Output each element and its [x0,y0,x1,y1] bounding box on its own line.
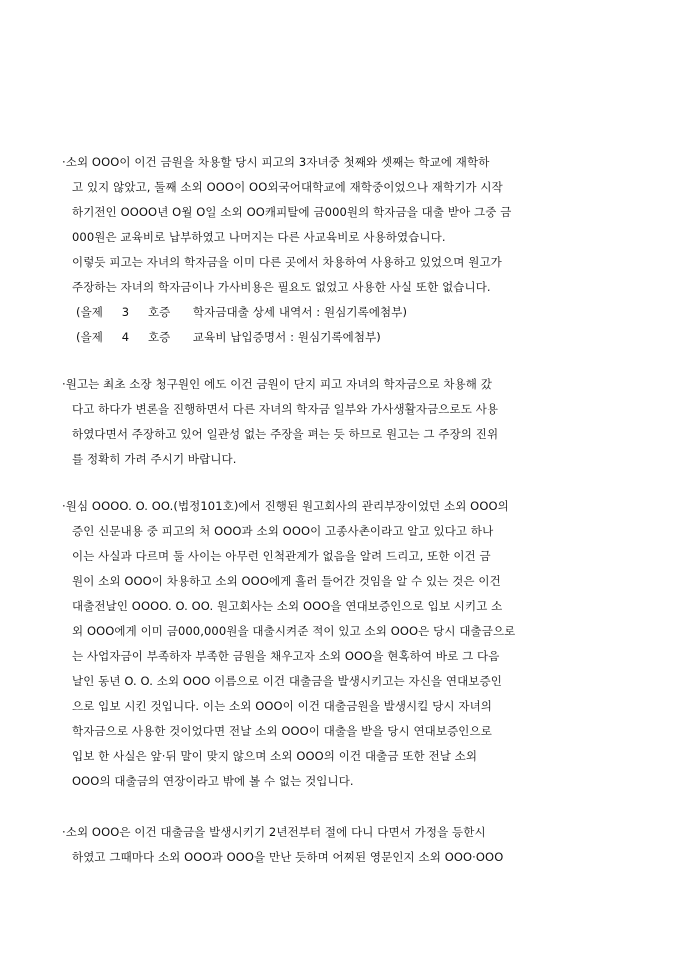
evidence-reference: (을제 4 호증 교육비 납입증명서 : 원심기록에첨부) [76,330,381,344]
paragraph-line: 대출전날인 OOOO. O. OO. 원고회사는 소외 OOO을 연대보증인으로 입보 시키고 소 [72,599,503,613]
paragraph-line: 외 OOO에게 이미 금000,000원을 대출시켜준 적이 있고 소외 OOO은 당시 대출금으로 [72,624,516,638]
paragraph-line: 입보 한 사실은 앞·뒤 말이 맞지 않으며 소외 OOO의 이건 대출금 또한 전날 소외 [72,749,478,763]
paragraph-line: 이렇듯 피고는 자녀의 학자금을 이미 다른 곳에서 차용하여 사용하고 있었으며 원고가 [72,255,502,269]
paragraph-line: 다고 하다가 변론을 진행하면서 다른 자녀의 학자금 일부와 가사생활자금으로도 사용 [72,402,499,416]
paragraph-line: 증인 신문내용 중 피고의 처 OOO과 소외 OOO이 고종사촌이라고 알고 있다고 하나 [72,524,494,538]
paragraph-line: OOO의 대출금의 연장이라고 밖에 볼 수 없는 것입니다. [72,774,354,788]
paragraph-line: ·소외 OOO이 이건 금원을 차용할 당시 피고의 3자녀중 첫째와 셋째는 학교에 재학하 [62,155,490,169]
paragraph-line: 를 정확히 가려 주시기 바랍니다. [72,452,237,466]
paragraph-line: 000원은 교육비로 납부하였고 나머지는 다른 사교육비로 사용하였습니다. [72,230,446,244]
paragraph-line: ·원고는 최초 소장 청구원인 에도 이건 금원이 단지 피고 자녀의 학자금으로 차용해 갔 [62,377,492,391]
paragraph-line: 날인 동년 O. O. 소외 OOO 이름으로 이건 대출금을 발생시키고는 자신을 연대보증인 [72,674,502,688]
paragraph-line: ·원심 OOOO. O. OO.(법정101호)에서 진행된 원고회사의 관리부장이었던 소외 OOO의 [62,499,509,513]
paragraph-line: ·소외 OOO은 이건 대출금을 발생시키기 2년전부터 절에 다니 다면서 가정을 등한시 [62,825,486,839]
paragraph-line: 주장하는 자녀의 학자금이나 가사비용은 필요도 없었고 사용한 사실 또한 없습니다. [72,280,491,294]
paragraph-line: 하였고 그때마다 소외 OOO과 OOO을 만난 듯하며 어찌된 영문인지 소외 OOO·OOO [72,850,504,864]
evidence-reference: (을제 3 호증 학자금대출 상세 내역서 : 원심기록에첨부) [76,305,408,319]
paragraph-line: 는 사업자금이 부족하자 부족한 금원을 채우고자 소외 OOO을 현혹하여 바로 그 다음 [72,649,500,663]
paragraph-line: 으로 입보 시킨 것입니다. 이는 소외 OOO이 이건 대출금원을 발생시킬 당시 자녀의 [72,699,492,713]
paragraph-line: 원이 소외 OOO이 차용하고 소외 OOO에게 흘러 들어간 것임을 알 수 있는 것은 이건 [72,574,501,588]
paragraph-line: 이는 사실과 다르며 둘 사이는 아무런 인척관계가 없음을 알려 드리고, 또한 이건 금 [72,549,491,563]
paragraph-line: 학자금으로 사용한 것이었다면 전날 소외 OOO이 대출을 받을 당시 연대보증인으로 [72,724,492,738]
paragraph-line: 고 있지 않았고, 둘째 소외 OOO이 OO외국어대학교에 재학중이었으나 재학기가 시작 [72,180,503,194]
paragraph-line: 하기전인 OOOO년 O월 O일 소외 OO캐피탈에 금000원의 학자금을 대출 받아 그중 금 [72,205,512,219]
paragraph-line: 하였다면서 주장하고 있어 일관성 없는 주장을 펴는 듯 하므로 원고는 그 주장의 진위 [72,427,499,441]
